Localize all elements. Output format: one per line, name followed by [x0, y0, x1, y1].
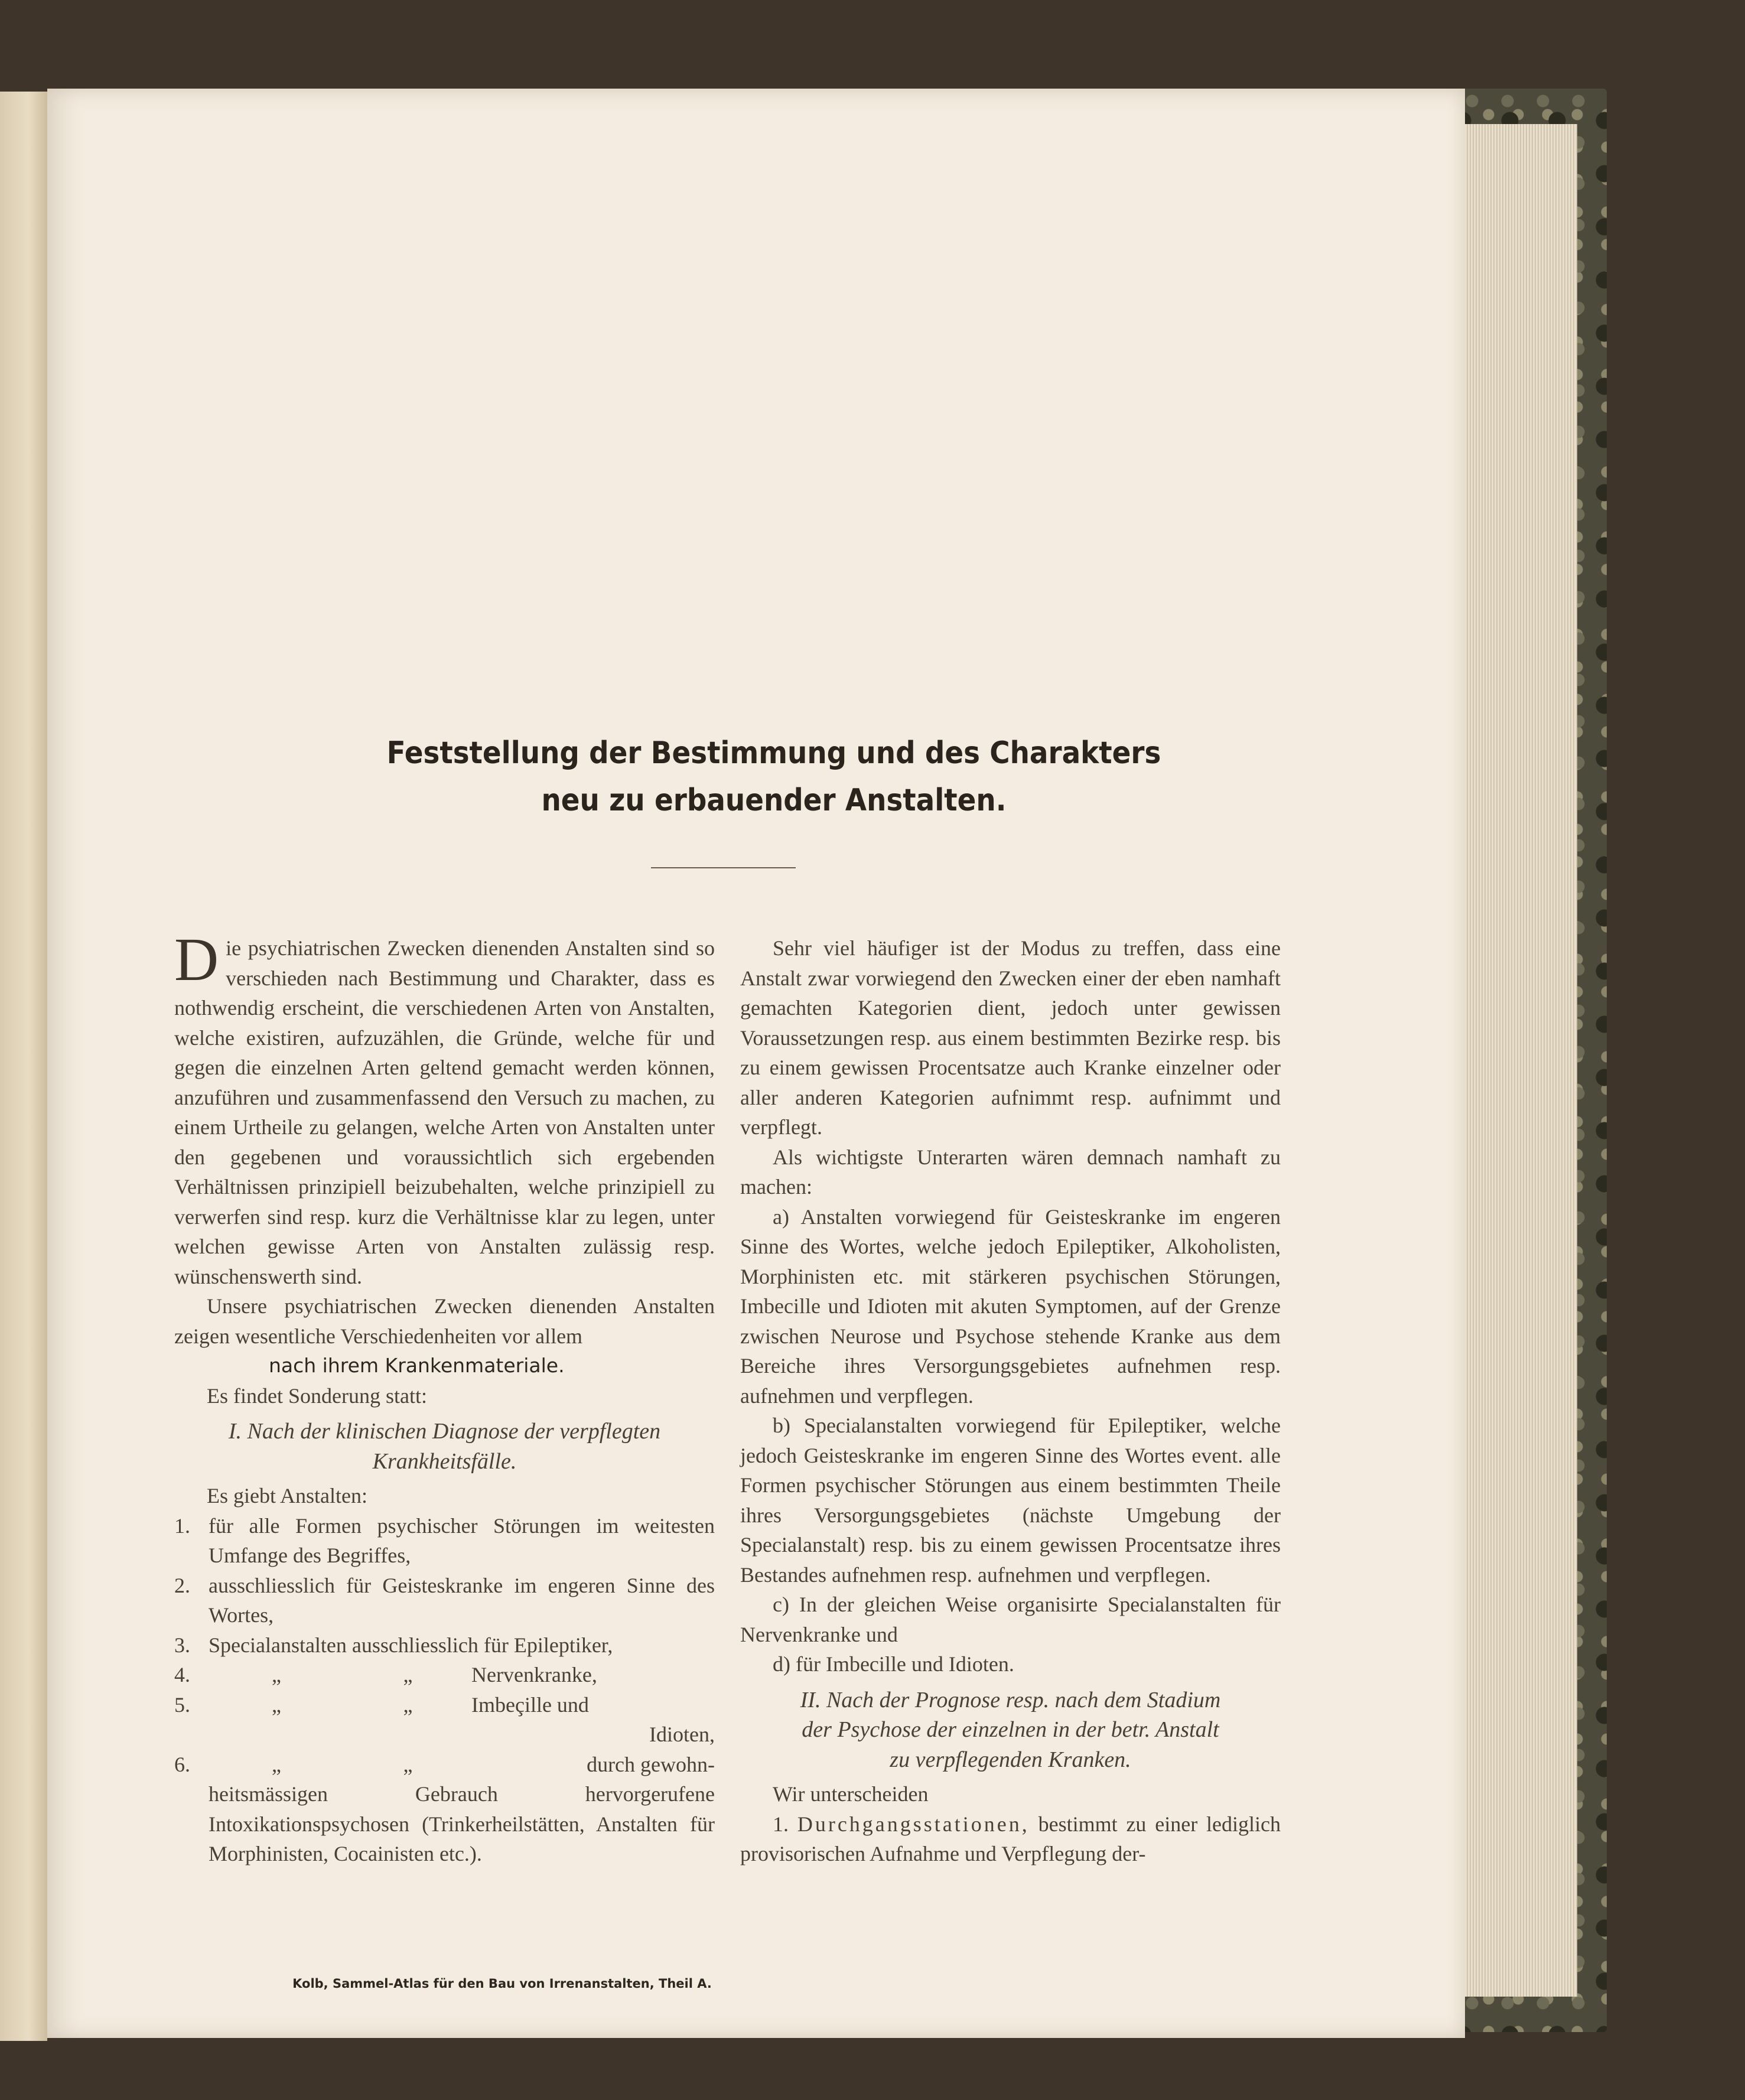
paragraph-2: Als wichtigste Unterarten wären demnach namhaft zu machen:: [740, 1145, 1281, 1199]
list-item: 3. Specialanstalten ausschliesslich für Epileptiker,: [174, 1633, 613, 1657]
book-page: [47, 89, 1465, 2038]
paragraph-4: Es giebt Anstalten:: [207, 1484, 367, 1508]
left-column: [174, 926, 715, 1869]
list-item: 1. für alle Formen psychischer Störungen im weitesten Umfange des Begriffes,: [174, 1513, 715, 1567]
spaced-term: Durchgangsstationen,: [797, 1812, 1030, 1836]
drop-cap: D: [174, 926, 219, 994]
list-item: 2. ausschliesslich für Geisteskranke im engeren Sinne des Wortes,: [174, 1573, 715, 1627]
heading-2-line-1: II. Nach der Prognose resp. nach dem Stadium: [800, 1687, 1221, 1712]
heading-2-line-2: der Psychose der einzelnen in der betr. Anstalt: [802, 1717, 1219, 1742]
list-item-continuation: Idioten,: [649, 1723, 715, 1746]
title-line-2: neu zu erbauender Anstalten.: [541, 783, 1007, 818]
list-item: 5. „ „ Imbeçille und: [174, 1690, 715, 1720]
page-title: [279, 730, 1268, 824]
emphasis-line: nach ihrem Krankenmateriale.: [269, 1354, 565, 1377]
paragraph-3: Es findet Sonderung statt:: [207, 1383, 427, 1408]
ditto-mark: „: [403, 1692, 413, 1717]
intro-text: ie psychiatrischen Zwecken dienenden Anstalten sind so verschieden nach Bestimmung und Charakter, dass es nothwendig erscheint, die verschiedenen Arten von Anstalten, welche existiren, aufzuzählen, die Gründe, welche für und gegen die einzelnen Arten geltend gemacht werden können, anzuführen und zusammenfassend den Versuch zu machen, zu einem Urtheile zu gelangen, welche Arten von Anstalten unter den gegebenen und voraussichtlich sich ergebenden Verhältnissen prinzipiell beizubehalten, welche prinzipiell zu verwerfen sind resp. kurz die Verhältnisse klar zu legen, unter welchen gewisse Arten von Anstalten zulässig resp. wünschenswerth sind.: [174, 936, 715, 1288]
ditto-mark: „: [272, 1692, 281, 1717]
show-through-text-left: [165, 284, 697, 697]
list-item-continuation: heitsmässigen Gebrauch hervorgerufene Intoxikationspsychosen (Trinkerheilstätten, Anstalten für Morphinisten, Cocainisten etc.).: [209, 1782, 715, 1865]
ditto-mark: „: [403, 1663, 413, 1686]
list-item: 4. „ „ Nervenkranke,: [174, 1660, 715, 1690]
list-item-c: c) In der gleichen Weise organisirte Specialanstalten für Nervenkranke und: [740, 1593, 1281, 1646]
list-item-1: 1. Durchgangsstationen, bestimmt zu einer lediglich provisorischen Aufnahme und Verpflegung der-: [740, 1812, 1281, 1865]
ditto-mark: „: [403, 1752, 413, 1776]
paragraph-2: Unsere psychiatrischen Zwecken dienenden Anstalten zeigen wesentliche Verschiedenheiten vor allem: [174, 1294, 715, 1348]
ditto-mark: „: [272, 1663, 281, 1686]
list-item-a: a) Anstalten vorwiegend für Geisteskranke im engeren Sinne des Wortes, welche jedoch Epileptiker, Alkoholisten, Morphinisten etc. mit stärkeren psychischen Störungen, Imbecille und Idioten mit akuten Symptomen, auf der Grenze zwischen Neurose und Psychose stehende Kranke aus dem Bereiche ihres Versorgungsgebietes aufnehmen resp. aufnehmen und verpflegen.: [740, 1204, 1281, 1408]
paragraph-1: Sehr viel häufiger ist der Modus zu treffen, dass eine Anstalt zwar vorwiegend den Zwecken einer der eben namhaft gemachten Kategorien dient, jedoch unter gewissen Voraussetzungen resp. aus einem bestimmten Bezirke resp. bis zu einem gewissen Procentsatze auch Kranke einzelner oder aller anderen Kategorien aufnimmt resp. aufnimmt und verpflegt.: [740, 936, 1281, 1139]
heading-1-line-1: I. Nach der klinischen Diagnose der verpflegten: [228, 1419, 661, 1444]
heading-2-line-3: zu verpflegenden Kranken.: [890, 1747, 1131, 1772]
list-item-b: b) Specialanstalten vorwiegend für Epileptiker, welche jedoch Geisteskranke im engeren Sinne des Wortes event. alle Formen psychischer Störungen aus einem bestimmten Theile ihres Versorgungsgebietes (nächste Umgebung der Specialanstalt) resp. bis zu einem gewissen Procentsatze ihres Bestandes aufnehmen resp. aufnehmen und verpflegen.: [740, 1414, 1281, 1587]
section-heading-2: [740, 1685, 1281, 1775]
list-item: 6. „ „ durch gewohn-: [174, 1750, 715, 1780]
ditto-mark: „: [272, 1752, 281, 1776]
intro-paragraph: [174, 926, 715, 1291]
page-footer: Kolb, Sammel-Atlas für den Bau von Irrenanstalten, Theil A.: [292, 1977, 712, 1991]
right-column: [740, 933, 1281, 1869]
facing-page-edge: [0, 92, 47, 2041]
title-line-1: Feststellung der Bestimmung und des Charakters: [386, 735, 1161, 771]
section-heading-1: [174, 1417, 715, 1476]
paragraph-3: Wir unterscheiden: [773, 1782, 929, 1806]
list-item-d: d) für Imbecille und Idioten.: [773, 1652, 1014, 1676]
heading-1-line-2: Krankheitsfälle.: [372, 1448, 517, 1474]
title-divider: [651, 867, 796, 868]
